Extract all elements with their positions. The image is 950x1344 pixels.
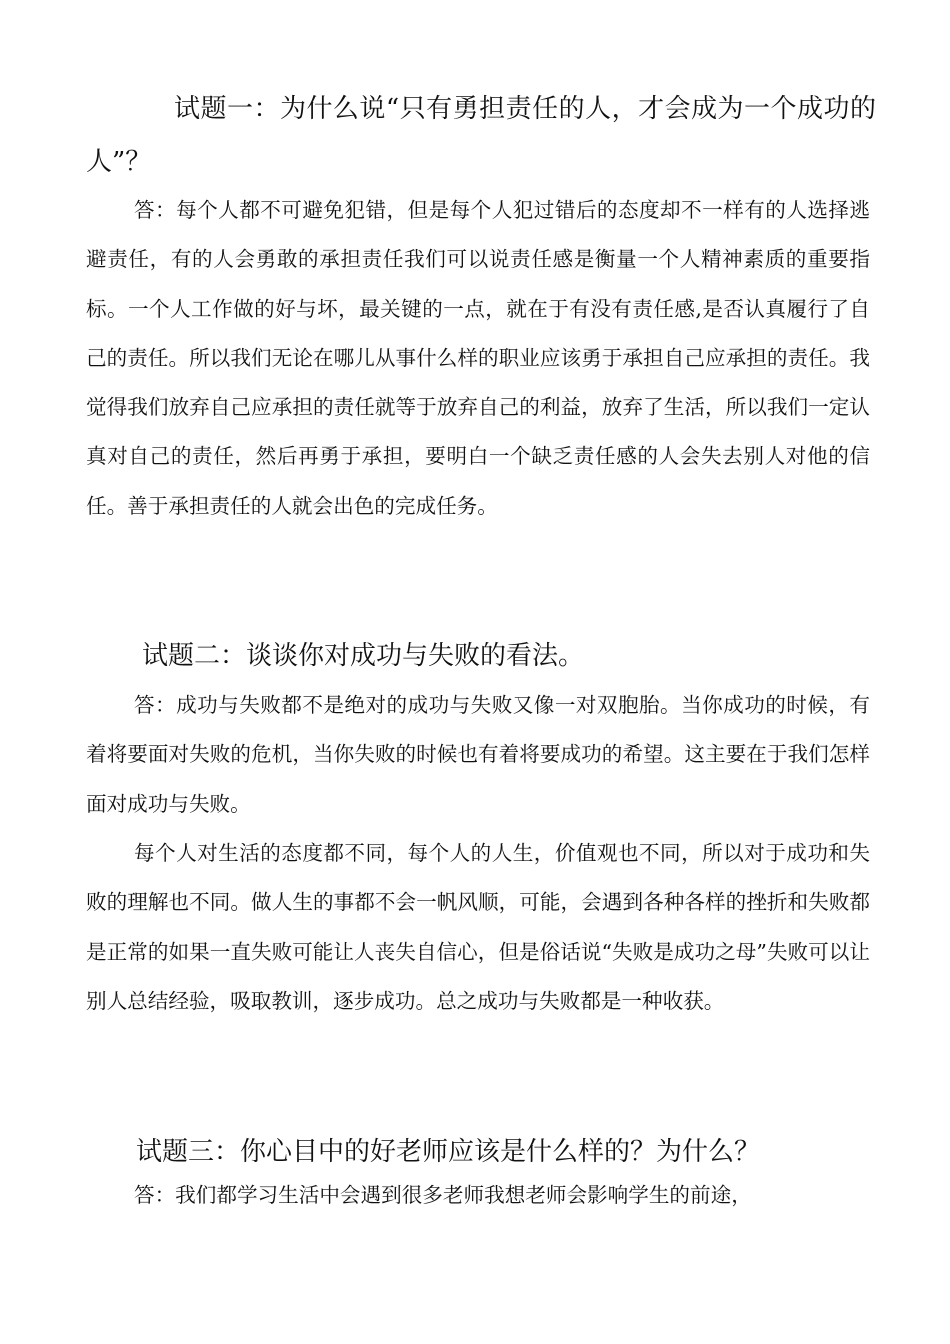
question-2-answer-paragraph-1: 答：成功与失败都不是绝对的成功与失败又像一对双胞胎。当你成功的时候，有着将要面对失败的危机，当你失败的时候也有着将要成功的希望。这主要在于我们怎样面对成功与失败。 [86,693,870,816]
question-1-title: 试题一：为什么说“只有勇担责任的人，才会成为一个成功的人”？ [86,94,876,177]
question-2-answer-paragraph-2: 每个人对生活的态度都不同，每个人的人生，价值观也不同，所以对于成功和失败的理解也不同。做人生的事都不会一帆风顺，可能，会遇到各种各样的挫折和失败都是正常的如果一直失败可能让人丧失自信心，但是俗话说“失败是成功之母”失败可以让别人总结经验，吸取教训，逐步成功。总之成功与失败都是一种收获。 [86,841,870,1013]
question-3-answer: 答：我们都学习生活中会遇到很多老师我想老师会影响学生的前途， [134,1183,752,1207]
question-1-answer: 答：每个人都不可避免犯错，但是每个人犯过错后的态度却不一样有的人选择逃避责任，有的人会勇敢的承担责任我们可以说责任感是衡量一个人精神素质的重要指标。一个人工作做的好与坏，最关键的一点，就在于有没有责任感,是否认真履行了自己的责任。所以我们无论在哪儿从事什么样的职业应该勇于承担自己应承担的责任。我觉得我们放弃自己应承担的责任就等于放弃自己的利益，放弃了生活，所以我们一定认真对自己的责任，然后再勇于承担，要明白一个缺乏责任感的人会失去别人对他的信任。善于承担责任的人就会出色的完成任务。 [86,198,870,518]
question-3-title: 试题三：你心目中的好老师应该是什么样的？为什么？ [136,1137,761,1167]
question-2-title: 试题二：谈谈你对成功与失败的看法。 [142,641,585,671]
